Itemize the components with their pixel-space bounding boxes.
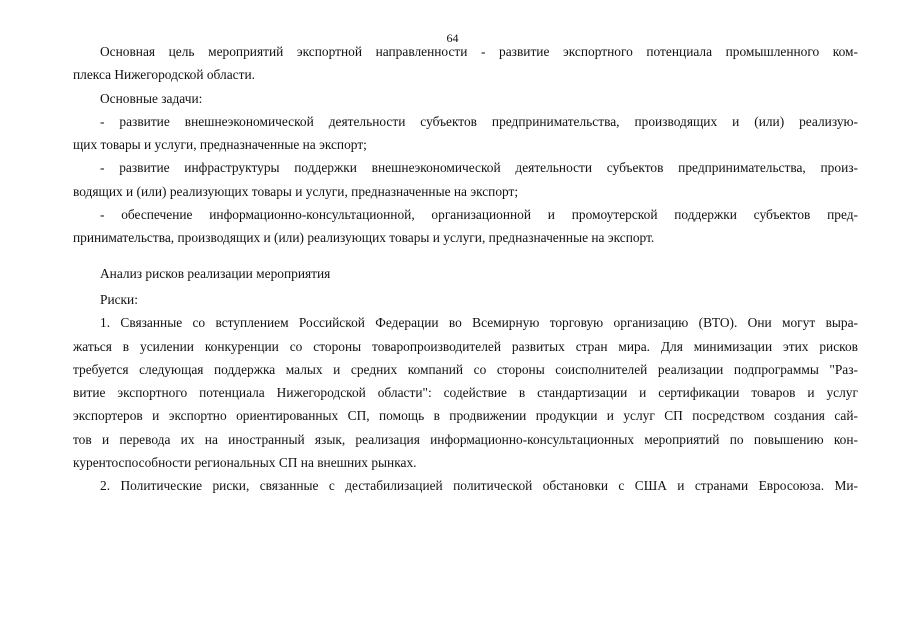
- task-item: [73, 156, 858, 203]
- tasks-heading: [73, 87, 858, 110]
- paragraph-line: экспортеров и экспортно ориентированных СП, помощь в продвижении продукции и услуг СП посредством создания сай-: [73, 408, 858, 424]
- paragraph-line: жаться в усилении конкуренции со стороны товаропроизводителей развитых стран мира. Для минимизации этих рисков: [73, 338, 858, 354]
- paragraph-line: 1. Связанные со вступлением Российской Федерации во Всемирную торговую организацию (ВТО). Они могут выра-: [100, 315, 858, 331]
- paragraph-line: щих товары и услуги, предназначенные на экспорт;: [73, 137, 367, 153]
- tasks-heading-text: Основные задачи:: [100, 90, 203, 106]
- paragraph-line: требуется следующая поддержка малых и средних компаний со стороны соисполнителей реализации подпрограммы "Раз-: [73, 361, 858, 377]
- risk-analysis-heading-text: Анализ рисков реализации мероприятия: [100, 265, 331, 281]
- paragraph-line: тов и перевода их на иностранный язык, реализация информационно-консультационных мероприятий по повышению кон-: [73, 431, 858, 447]
- paragraph-goal: [73, 40, 858, 87]
- paragraph-line: 2. Политические риски, связанные с дестабилизацией политической обстановки с США и странами Евросоюза. Ми-: [100, 478, 858, 494]
- paragraph-line: Основная цель мероприятий экспортной направленности - развитие экспортного потенциала промышленного ком-: [100, 44, 858, 59]
- risks-heading: [73, 288, 858, 311]
- risk-item: [73, 311, 858, 474]
- page-number: 64: [446, 31, 459, 45]
- paragraph-line: - развитие инфраструктуры поддержки внешнеэкономической деятельности субъектов предпринимательства, произ-: [100, 160, 858, 176]
- risks-heading-text: Риски:: [100, 291, 138, 307]
- paragraph-line: принимательства, производящих и (или) реализующих товары и услуги, предназначенные на экспорт.: [73, 230, 655, 246]
- paragraph-line: водящих и (или) реализующих товары и услуги, предназначенные на экспорт;: [73, 183, 519, 199]
- document-body: [73, 40, 858, 498]
- risk-analysis-heading: [73, 262, 858, 285]
- risk-item: [73, 474, 858, 497]
- paragraph-line: витие экспортного потенциала Нижегородской области": содействие в стандартизации и сертификации товаров и услуг: [73, 385, 858, 401]
- task-item: [73, 110, 858, 157]
- section-gap: [73, 250, 858, 262]
- task-item: [73, 203, 858, 250]
- paragraph-line: плекса Нижегородской области.: [73, 67, 255, 83]
- paragraph-line: курентоспособности региональных СП на внешних рынках.: [73, 455, 417, 471]
- paragraph-line: - развитие внешнеэкономической деятельности субъектов предпринимательства, производящих и (или) реализую-: [100, 113, 858, 129]
- paragraph-line: - обеспечение информационно-консультационной, организационной и промоутерской поддержки субъектов пред-: [100, 207, 858, 223]
